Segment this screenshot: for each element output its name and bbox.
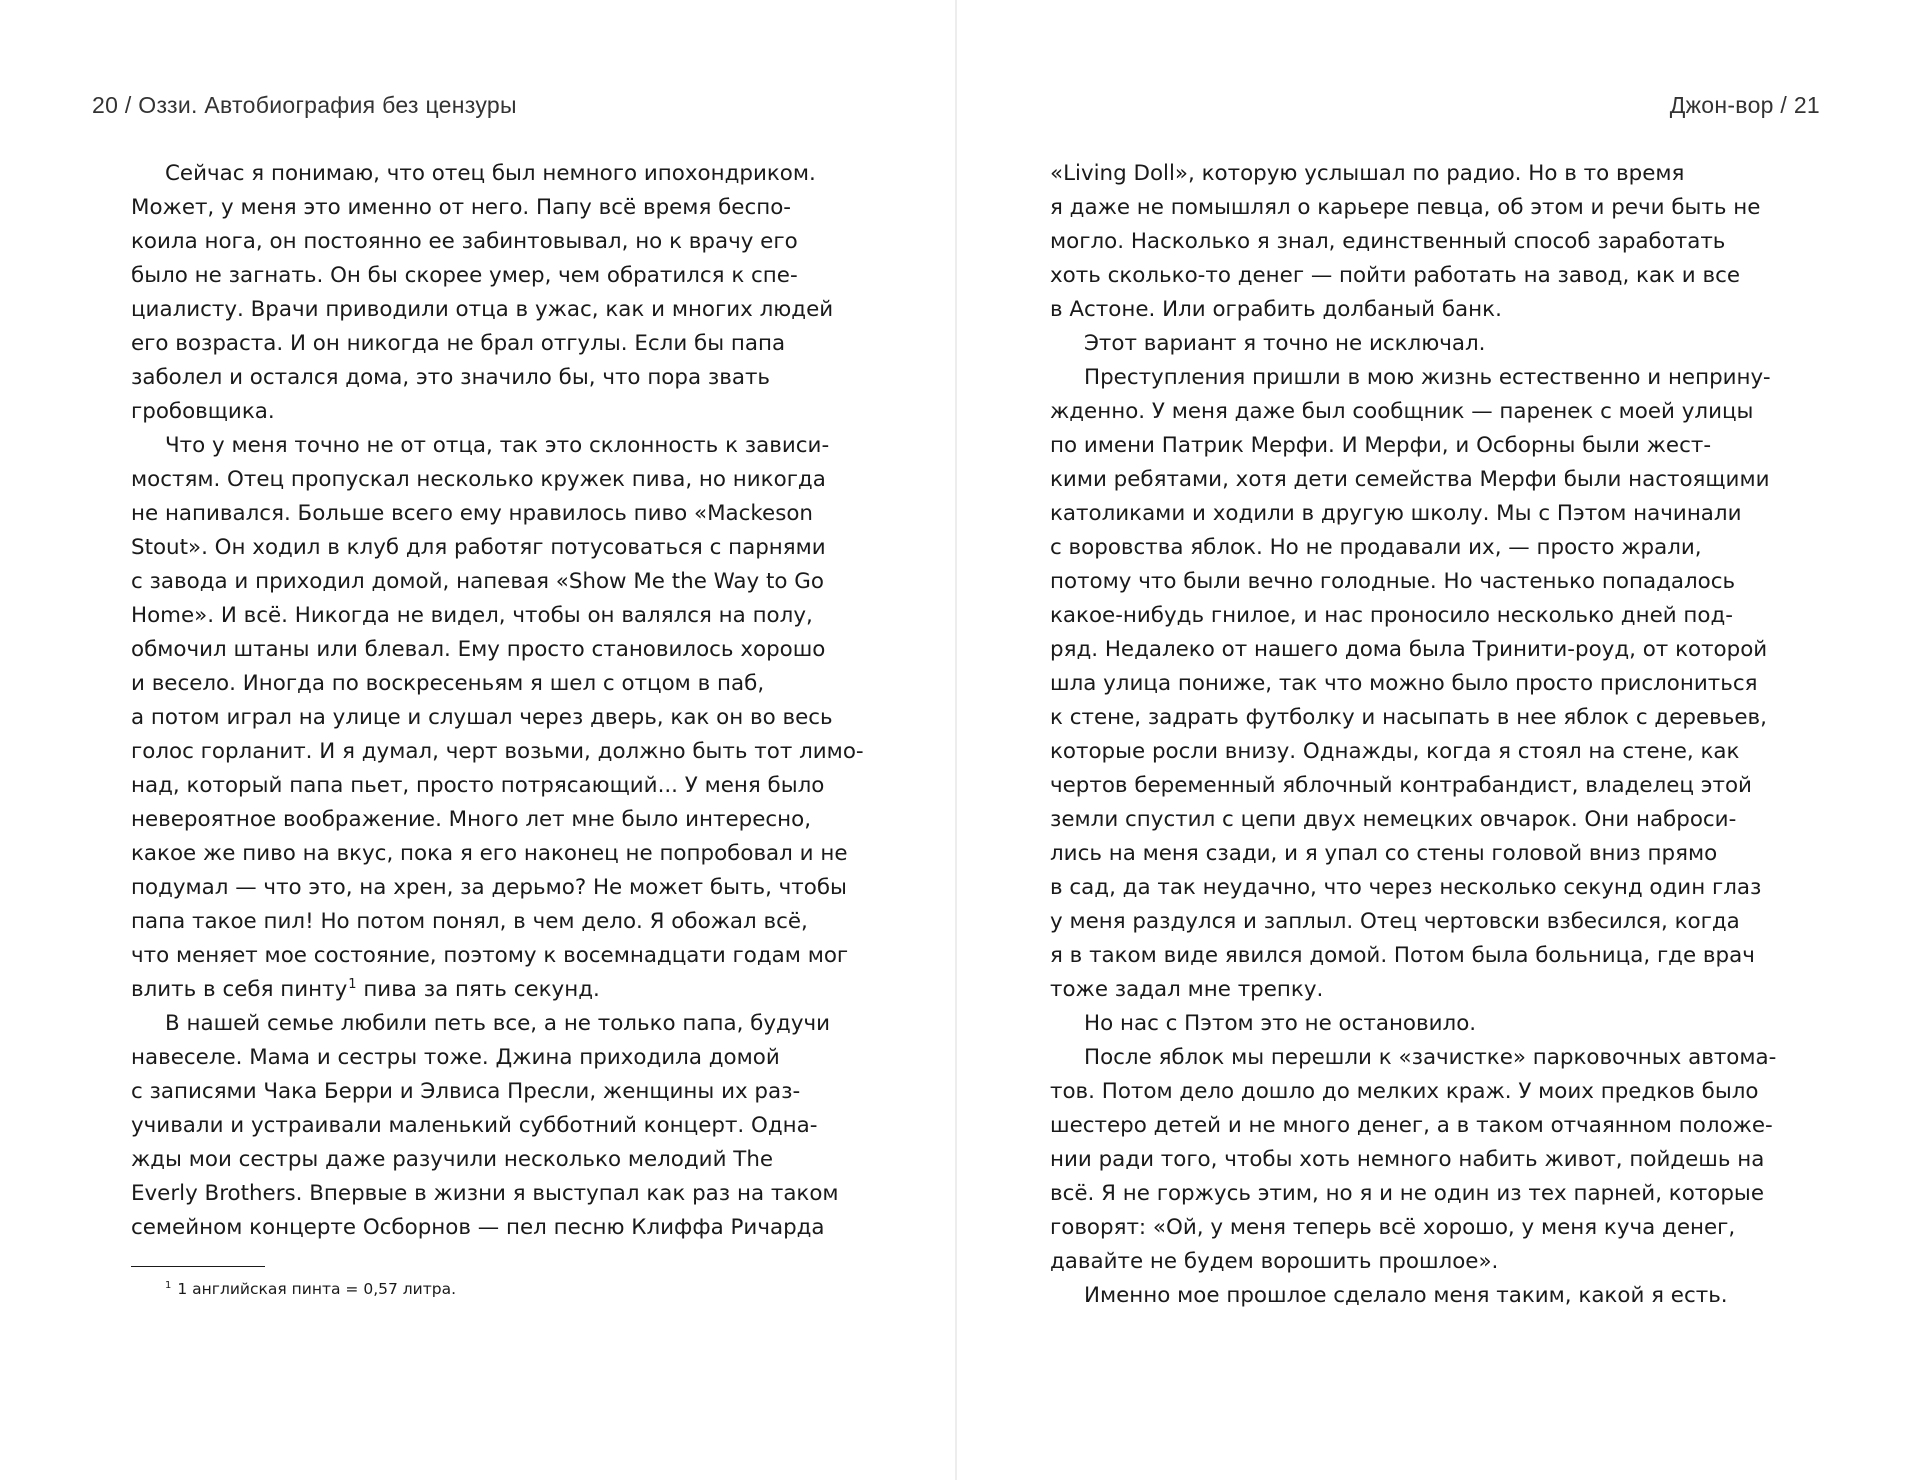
text-line-content: с воровства яблок. Но не продавали их, — просто жрали, [1050,535,1702,560]
text-line-content: лись на меня сзади, и я упал со стены головой вниз прямо [1050,841,1718,866]
text-line-content: циалисту. Врачи приводили отца в ужас, как и многих людей [131,297,834,322]
text-line [1050,769,1780,803]
text-line [1050,939,1780,973]
text-line-content: подумал — что это, на хрен, за дерьмо? Не может быть, чтобы [131,875,847,900]
text-line-content: невероятное воображение. Много лет мне было интересно, [131,807,812,832]
text-line [131,939,861,973]
text-line [1050,803,1780,837]
left-body-text [131,157,864,1245]
text-line [1050,293,1780,327]
text-line [1050,837,1780,871]
text-line-content: хоть сколько-то денег — пойти работать на завод, как и все [1050,263,1741,288]
text-line [1050,735,1780,769]
text-line [1050,1143,1780,1177]
text-line [131,327,861,361]
text-line [1050,361,1780,395]
text-line-content: потому что были вечно голодные. Но частенько попадалось [1050,569,1736,594]
text-line-content: говорят: «Ой, у меня теперь всё хорошо, у меня куча денег, [1050,1215,1736,1240]
text-line-content: что меняет мое состояние, поэтому к восемнадцати годам мог [131,943,849,968]
text-line-content: в Астоне. Или ограбить долбаный банк. [1050,297,1502,322]
text-line [1050,1245,1780,1279]
text-line-content: учивали и устраивали маленький субботний концерт. Одна- [131,1113,818,1138]
text-line [1050,225,1780,259]
text-line-content: Everly Brothers. Впервые в жизни я выступал как раз на таком [131,1181,839,1206]
text-line [131,1109,861,1143]
text-line-content: какое-нибудь гнилое, и нас проносило несколько дней под- [1050,603,1734,628]
text-line-content: В нашей семье любили петь все, а не только папа, будучи [165,1011,831,1036]
text-line-content: его возраста. И он никогда не брал отгулы. Если бы папа [131,331,786,356]
text-line-content: обмочил штаны или блевал. Ему просто становилось хорошо [131,637,826,662]
text-line [131,1177,861,1211]
footnote [165,1280,456,1298]
text-line [1050,429,1780,463]
text-line [131,293,861,327]
text-line-content: Этот вариант я точно не исключал. [1084,331,1486,356]
text-line-content: влить в себя пинту [131,977,348,1002]
text-line [1050,157,1780,191]
text-line-content: которые росли внизу. Однажды, когда я стоял на стене, как [1050,739,1740,764]
text-line [131,1075,861,1109]
text-line [131,973,861,1007]
text-line-content: навеселе. Мама и сестры тоже. Джина приходила домой [131,1045,780,1070]
left-page [0,0,955,1480]
text-line-content: ряд. Недалеко от нашего дома была Тринити-роуд, от которой [1050,637,1768,662]
text-line [131,803,861,837]
text-line-content: семейном концерте Осборнов — пел песню Клиффа Ричарда [131,1215,825,1240]
text-line-content: по имени Патрик Мерфи. И Мерфи, и Осборны были жест- [1050,433,1712,458]
footnote-mark: 1 [165,1280,172,1291]
text-line-content: с завода и приходил домой, напевая «Show Me the Way to Go [131,569,824,594]
text-line [131,633,861,667]
text-line-content: земли спустил с цепи двух немецких овчарок. Они наброси- [1050,807,1737,832]
text-line-content: а потом играл на улице и слушал через дверь, как он во весь [131,705,833,730]
text-line-content: католиками и ходили в другую школу. Мы с Пэтом начинали [1050,501,1742,526]
text-line [131,1041,861,1075]
text-line-content: Может, у меня это именно от него. Папу всё время беспо- [131,195,792,220]
text-line [1050,1279,1780,1313]
text-line-content: нии ради того, чтобы хоть немного набить живот, пойдешь на [1050,1147,1765,1172]
text-line [131,735,864,769]
text-line [1050,701,1780,735]
footnote-text: 1 английская пинта = 0,57 литра. [177,1280,457,1298]
text-line [1050,633,1780,667]
text-line-content: Но нас с Пэтом это не остановило. [1084,1011,1477,1036]
text-line-content: я даже не помышлял о карьере певца, об этом и речи быть не [1050,195,1761,220]
text-line [131,905,861,939]
text-line-content: заболел и остался дома, это значило бы, что пора звать [131,365,771,390]
text-line [131,395,861,429]
text-line [1050,1177,1780,1211]
text-line [1050,667,1780,701]
text-line [131,1007,861,1041]
text-line-content: и весело. Иногда по воскресеньям я шел с отцом в паб, [131,671,765,696]
text-line [1050,497,1780,531]
text-line [131,497,861,531]
text-line [1050,565,1780,599]
text-line-content: коила нога, он постоянно ее забинтовывал, но к врачу его [131,229,798,254]
left-running-head: 20 / Оззи. Автобиография без цензуры [92,92,517,118]
text-line [131,225,861,259]
text-line-content: шестеро детей и не много денег, а в таком отчаянном положе- [1050,1113,1773,1138]
text-line [1050,905,1780,939]
text-line-content: кими ребятами, хотя дети семейства Мерфи были настоящими [1050,467,1770,492]
right-body-text [1050,157,1780,1313]
text-line [131,599,861,633]
text-line-content: в сад, да так неудачно, что через несколько секунд один глаз [1050,875,1762,900]
footnote-rule [131,1266,265,1267]
text-line [131,429,861,463]
text-line [1050,973,1780,1007]
text-line [1050,1109,1780,1143]
text-line [1050,327,1780,361]
text-line-content: над, который папа пьет, просто потрясающий... У меня было [131,773,825,798]
text-line-content: я в таком виде явился домой. Потом была больница, где врач [1050,943,1755,968]
text-line [131,463,861,497]
text-line [131,361,861,395]
text-line [1050,531,1780,565]
text-line [131,769,861,803]
text-line [1050,259,1780,293]
text-line-content: папа такое пил! Но потом понял, в чем дело. Я обожал всё, [131,909,808,934]
text-line [131,191,861,225]
text-line [1050,1007,1780,1041]
text-line-content: давайте не будем ворошить прошлое». [1050,1249,1499,1274]
text-line-content: «Living Doll», которую услышал по радио. Но в то время [1050,161,1685,186]
text-line [1050,871,1780,905]
right-running-head: Джон-вор / 21 [1669,92,1820,118]
text-line [1050,1211,1780,1245]
text-line [131,701,861,735]
text-line-content: гробовщика. [131,399,275,424]
text-line-content: Что у меня точно не от отца, так это склонность к зависи- [165,433,830,458]
text-line [131,157,861,191]
text-line [1050,395,1780,429]
text-line-content: Сейчас я понимаю, что отец был немного ипохондриком. [165,161,816,186]
text-line-content: Stout». Он ходил в клуб для работяг потусоваться с парнями [131,535,826,560]
text-line [131,565,861,599]
text-line [131,871,861,905]
text-line-content: с записями Чака Берри и Элвиса Пресли, женщины их раз- [131,1079,801,1104]
text-line [131,531,861,565]
text-line-content: мостям. Отец пропускал несколько кружек пива, но никогда [131,467,826,492]
text-line [1050,463,1780,497]
text-line-content: было не загнать. Он бы скорее умер, чем обратился к спе- [131,263,798,288]
text-line-content: Преступления пришли в мою жизнь естественно и непринy- [1084,365,1771,390]
footnote-reference: 1 [348,977,357,992]
text-line-content: могло. Насколько я знал, единственный способ заработать [1050,229,1726,254]
text-line-content: чертов беременный яблочный контрабандист, владелец этой [1050,773,1752,798]
text-line-content: Именно мое прошлое сделало меня таким, какой я есть. [1084,1283,1728,1308]
text-line [1050,599,1780,633]
text-line-content: к стене, задрать футболку и насыпать в нее яблок с деревьев, [1050,705,1767,730]
text-line [131,259,861,293]
text-line [131,837,861,871]
text-line-content: какое же пиво на вкус, пока я его наконец не попробовал и не [131,841,848,866]
text-line-content: тов. Потом дело дошло до мелких краж. У моих предков было [1050,1079,1759,1104]
text-line-content: жды мои сестры даже разучили несколько мелодий The [131,1147,774,1172]
text-line-content: голос горланит. И я думал, черт возьми, должно быть тот лимо- [131,739,864,764]
text-line-content: шла улица пониже, так что можно было просто прислониться [1050,671,1758,696]
text-line-content: всё. Я не горжусь этим, но я и не один из тех парней, которые [1050,1181,1764,1206]
text-line-continuation: пива за пять секунд. [356,977,600,1002]
text-line [131,1143,861,1177]
text-line [1050,191,1780,225]
text-line [131,667,861,701]
text-line-content: жденно. У меня даже был сообщник — паренек с моей улицы [1050,399,1754,424]
text-line [1050,1075,1780,1109]
text-line-content: не напивался. Больше всего ему нравилось пиво «Mackeson [131,501,813,526]
text-line [131,1211,861,1245]
text-line-content: тоже задал мне трепку. [1050,977,1324,1002]
text-line-content: После яблок мы перешли к «зачистке» парковочных автома- [1084,1045,1777,1070]
text-line [1050,1041,1780,1075]
right-page [957,0,1912,1480]
text-line-content: Home». И всё. Никогда не видел, чтобы он валялся на полу, [131,603,813,628]
text-line-content: у меня раздулся и заплыл. Отец чертовски взбесился, когда [1050,909,1740,934]
